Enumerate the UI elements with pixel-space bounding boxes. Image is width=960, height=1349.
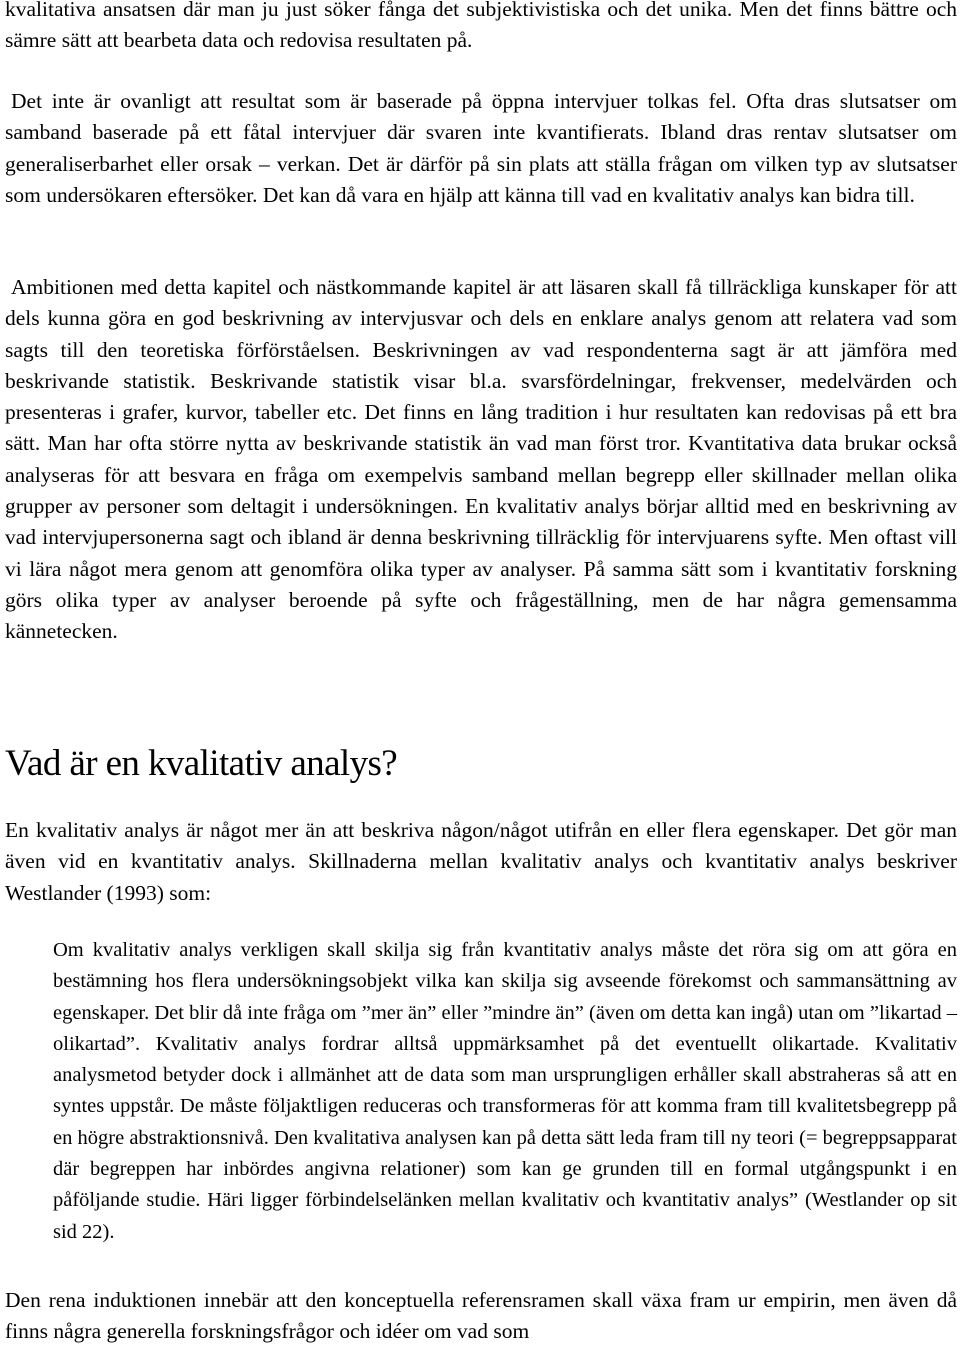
paragraph-induction: Den rena induktionen innebär att den konceptuella referensramen skall växa fram ur empirin, men även då finns några generella forskningsfrågor och idéer om vad som <box>5 1288 957 1344</box>
paragraph-intro-continuation: kvalitativa ansatsen där man ju just söker fånga det subjektivistiska och det unika. Men det finns bättre och sämre sätt att bearbeta data och redovisa resultaten på. <box>5 0 957 53</box>
paragraph-ambition <box>5 272 957 648</box>
paragraph-misinterpretation <box>5 86 957 211</box>
paragraph-ambition-text: Ambitionen med detta kapitel och nästkommande kapitel är att läsaren skall få tillräckliga kunskaper för att dels kunna göra en god beskrivning av intervjusvar och dels en enklare analys genom att relatera vad som sagts till den teoretiska förförståelsen. Beskrivningen av vad respondenterna sagt är att jämföra med beskrivande statistik. Beskrivande statistik visar bl.a. svarsfördelningar, frekvenser, medelvärden och presenteras i grafer, kurvor, tabeller etc. Det finns en lång tradition i hur resultaten kan redovisas på ett bra sätt. Man har ofta större nytta av beskrivande statistik än vad man först tror. Kvantitativa data brukar också analyseras för att besvara en fråga om exempelvis samband mellan begrepp eller skillnader mellan olika grupper av personer som deltagit i undersökningen. En kvalitativ analys börjar alltid med en beskrivning av vad intervjupersonerna sagt och ibland är denna beskrivning tillräcklig för intervjuarens syfte. Men oftast vill vi lära något mera genom att genomföra olika typer av analyser. På samma sätt som i kvantitativ forskning görs olika typer av analyser beroende på syfte och frågeställning, men de har några gemensamma kännetecken. <box>5 275 957 644</box>
paragraph-misinterpretation-text: Det inte är ovanligt att resultat som är baserade på öppna intervjuer tolkas fel. Ofta dras slutsatser om samband baserade på ett fåtal intervjuer där svaren inte kvantifierats. Ibland dras rentav slutsatser om generaliserbarhet eller orsak – verkan. Det är därför på sin plats att ställa frågan om vilken typ av slutsatser som undersökaren eftersöker. Det kan då vara en hjälp att känna till vad en kvalitativ analys kan bidra till. <box>5 89 957 207</box>
section-heading: Vad är en kvalitativ analys? <box>5 743 398 784</box>
paragraph-definition: En kvalitativ analys är något mer än att beskriva någon/något utifrån en eller flera egenskaper. Det gör man även vid en kvantitativ analys. Skillnaderna mellan kvalitativ analys och kvantitativ analys beskriver Westlander (1993) som: <box>5 818 957 905</box>
block-quote-westlander: Om kvalitativ analys verkligen skall skilja sig från kvantitativ analys måste det röra sig om att göra en bestämning hos flera undersökningsobjekt vilka kan skilja sig avseende förekomst och sammansättning av egenskaper. Det blir då inte fråga om ”mer än” eller ”mindre än” (även om detta kan ingå) utan om ”likartad – olikartad”. Kvalitativ analys fordrar alltså uppmärksamhet på det eventuellt olikartade. Kvalitativ analysmetod betyder dock i allmänhet att de data som man ursprungligen erhåller skall abstraheras så att en syntes uppstår. De måste följaktligen reduceras och transformeras för att komma fram till kvalitetsbegrepp på en högre abstraktionsnivå. Den kvalitativa analysen kan på detta sätt leda fram till ny teori (= begreppsapparat där begreppen har inbördes angivna relationer) som kan ge grunden till en formal utgångspunkt i en påföljande studie. Häri ligger förbindelselänken mellan kvalitativ och kvantitativ analys” (Westlander op sit sid 22). <box>53 939 957 1243</box>
